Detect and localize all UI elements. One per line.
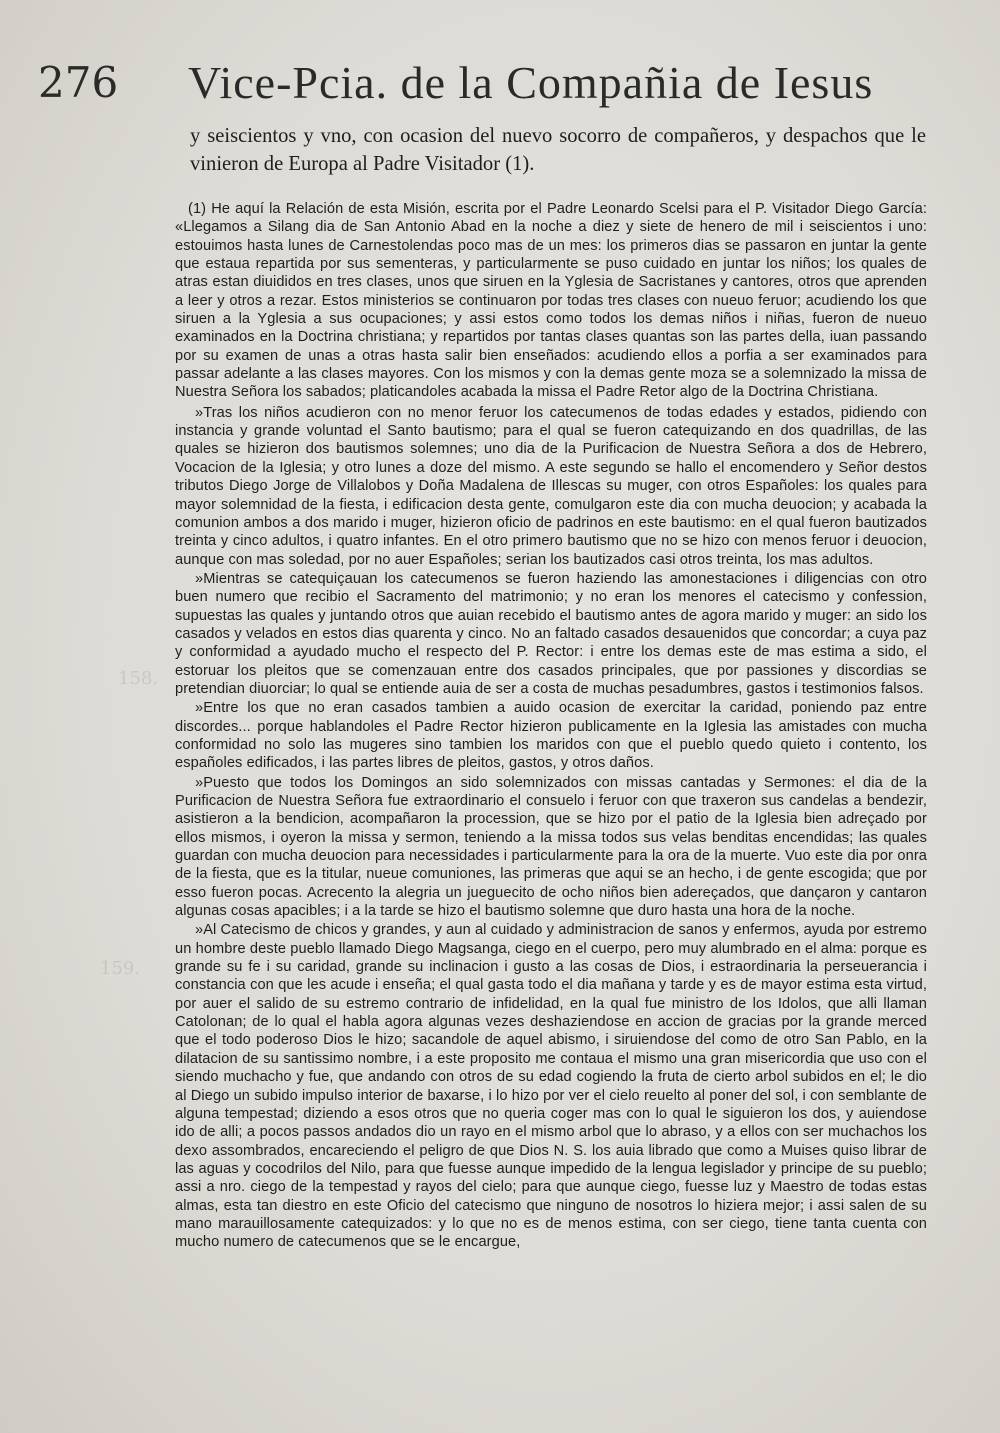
page-number: 276 (38, 58, 119, 107)
main-text-paragraph: y seiscientos y vno, con ocasion del nuevo socorro de compañeros, y despachos que le vinieron de Europa al Padre Visitador (1). (190, 125, 926, 175)
footnote-paragraph: »Tras los niños acudieron con no menor feruor los catecumenos de todas edades y estados, pidiendo con instancia y grande voluntad el Santo bautismo; para el qual se fueron catequizando en dos quadrillas, de las quales se hizieron dos bautismos solemnes; uno dia de la Purificacion de Nuestra Señora a dos de Hebrero, Vocacion de la Iglesia; y otro lunes a doze del mismo. A este segundo se hallo el encomendero y Señor destos tributos Diego Jorge de Villalobos y Doña Madalena de Illescas su muger, con otros Españoles: los quales para mayor solemnidad de la fiesta, i edificacion desta gente, comulgaron este dia con mucha deuocion; y acabada la comunion ambos a dos marido i muger, hizieron oficio de padrinos en este bautismo: en el qual fueron bautizados treinta y cinco adultos, i quatro infantes. En el otro primero bautismo que no se hizo con menos feruor i deuocion, aunque con mas soledad, por no auer Españoles; serian los bautizados casi otros treinta, los mas adultos. (175, 404, 927, 568)
show-through-mark: 158. (118, 668, 159, 689)
footnote (175, 200, 927, 1252)
page-header (38, 58, 938, 118)
running-head: Vice-Pcia. de la Compañia de Iesus (188, 57, 874, 108)
footnote-paragraph: »Entre los que no eran casados tambien a auido ocasion de exercitar la caridad, poniendo paz entre discordes... porque hablandoles el Padre Rector hizieron publicamente en la Iglesia las amistades con mucha conformidad no solo las mugeres sino tambien los maridos con que el pueblo quedo quieto i contento, los españoles edificados, i las partes libres de pleitos, gastos, y otros daños. (175, 700, 927, 772)
show-through-mark: 159. (100, 958, 141, 979)
footnote-paragraph: »Puesto que todos los Domingos an sido solemnizados con missas cantadas y Sermones: el dia de la Purificacion de Nuestra Señora fue extraordinario el consuelo i feruor con que traxeron sus candelas a bendezir, asistieron a la bendicion, acompañaron la procession, que se hizo por el patio de la Iglesia bien adreçado por ellos mismos, i oyeron la missa y sermon, teniendo a la missa todos sus velas benditas encendidas; las quales guardan con mucha deuocion para necessidades i particularmente para la ora de la muerte. Vuo este dia por onra de la fiesta, que es la titular, nueue comuniones, las primeras que aqui se an hecho, i de gente escogida; que por esso fueron pocas. Acrecento la alegria un jueguecito de ocho niños bien adereçados, que dançaron y cantaron algunas cosas apacibles; i a la tarde se hizo el bautismo solemne que duro hasta una hora de la noche. (175, 774, 927, 920)
main-text (190, 122, 926, 178)
footnote-paragraph: »Mientras se catequiçauan los catecumenos se fueron haziendo las amonestaciones i diligencias con otro buen numero que recibio el Sacramento del matrimonio; y no eran los menores el catecismo y confession, supuestas las quales y juntando otros que auian recebido el bautismo antes de agora marido y muger: an sido los casados y velados en estos dias quarenta y cinco. No an faltado casados desauenidos que concordar; a cuya paz y conformidad a ayudado mucho el respecto del P. Rector: i entre los demas este de mas estima a sido, el estoruar los pleitos que se comenzauan entre dos casados principales, que por passiones y discordias se pretendian diuorciar; lo qual se entiende auia de ser a costa de muchas pesadumbres, gastos i testimonios falsos. (175, 570, 927, 697)
footnote-paragraph: »Al Catecismo de chicos y grandes, y aun al cuidado y administracion de sanos y enfermos, ayuda por estremo un hombre deste pueblo llamado Diego Magsanga, ciego en el cuerpo, pero muy alumbrado en el alma: porque es grande su fe i su caridad, grande su inclinacion i gusto a las cosas de Dios, i estraordinaria la perseuerancia i constancia con que les acude i enseña; el qual gasta todo el dia mañana y tarde y es de mayor estima esta virtud, por auer el salido de su estremo contrario de infidelidad, en la qual fue ministro de los Idolos, que alli llaman Catolonan; de lo qual el habla agora algunas vezes deshaziendose en accion de gracias por la grande merced que el todo poderoso Dios le hizo; sacandole de aquel abismo, i siruiendose del como de otro San Pablo, en la dilatacion de su santissimo nombre, i a este proposito me contaua el mismo una gran misericordia que uso con el siendo muchacho y fue, que andando con otros de su edad cogiendo la fruta de cierto arbol subidos en el; le dio al Diego un subido impulso interior de baxarse, i lo hizo por ver el cielo reuelto al poner del sol, i con semblante de alguna tempestad; diziendo a esos otros que no queria coger mas con lo qual le siguieron los dos, y auiendose ido de alli; a pocos passos andados dio un rayo en el mismo arbol que lo abraso, y a ellos con ser muchachos los dexo assombrados, encareciendo el peligro de que Dios N. S. los auia librado que como a Muises quiso librar de las aguas y cocodrilos del Nilo, para que fuesse aunque impedido de la lengua legislador y principe de su pueblo; assi a nro. ciego de la tempestad y rayos del cielo; para que aunque ciego, fuesse luz y Maestro de todas estas almas, esta tan diestro en este Oficio del catecismo que ninguno de nosotros lo hiziera mejor; i assi salen de su mano marauillosamente catequizados: y lo que no es de menos estima, con ser ciego, tiene tanta cuenta con mucho numero de catecumenos que se le encargue, (175, 922, 927, 1251)
footnote-paragraph: (1) He aquí la Relación de esta Misión, escrita por el Padre Leonardo Scelsi para el P. Visitador Diego García: «Llegamos a Silang dia de San Antonio Abad en la noche a diez y siete de henero de mil i seiscientos i uno: estouimos hasta lunes de Carnestolendas poco mas de un mes: los primeros dias se passaron en juntar la gente que estaua repartida por sus sementeras, y particularmente se puso cuidado en juntar los niños; los quales de atras estan diuididos en tres clases, unos que siruen en la Yglesia de Sacristanes y cantores, otros que aprenden a leer y otros a rezar. Estos ministerios se continuaron por todas tres clases con nueuo feruor; acudiendo los que siruen a la Yglesia a sus ocupaciones; y assi estos como todos los demas niños i niñas, fueron de nueuo examinados en la Doctrina christiana; y repartidos por tantas clases quantas son las partes della, iuan passando por su examen de unas a otras hasta salir bien enseñados: acudiendo ellos a porfia a ser examinados para passar adelante a las clases mayores. Con los mismos y con la demas gente moza se a solemnizado la missa de Nuestra Señora los sabados; platicandoles acabada la missa el Padre Retor algo de la Doctrina Christiana. (175, 201, 927, 401)
